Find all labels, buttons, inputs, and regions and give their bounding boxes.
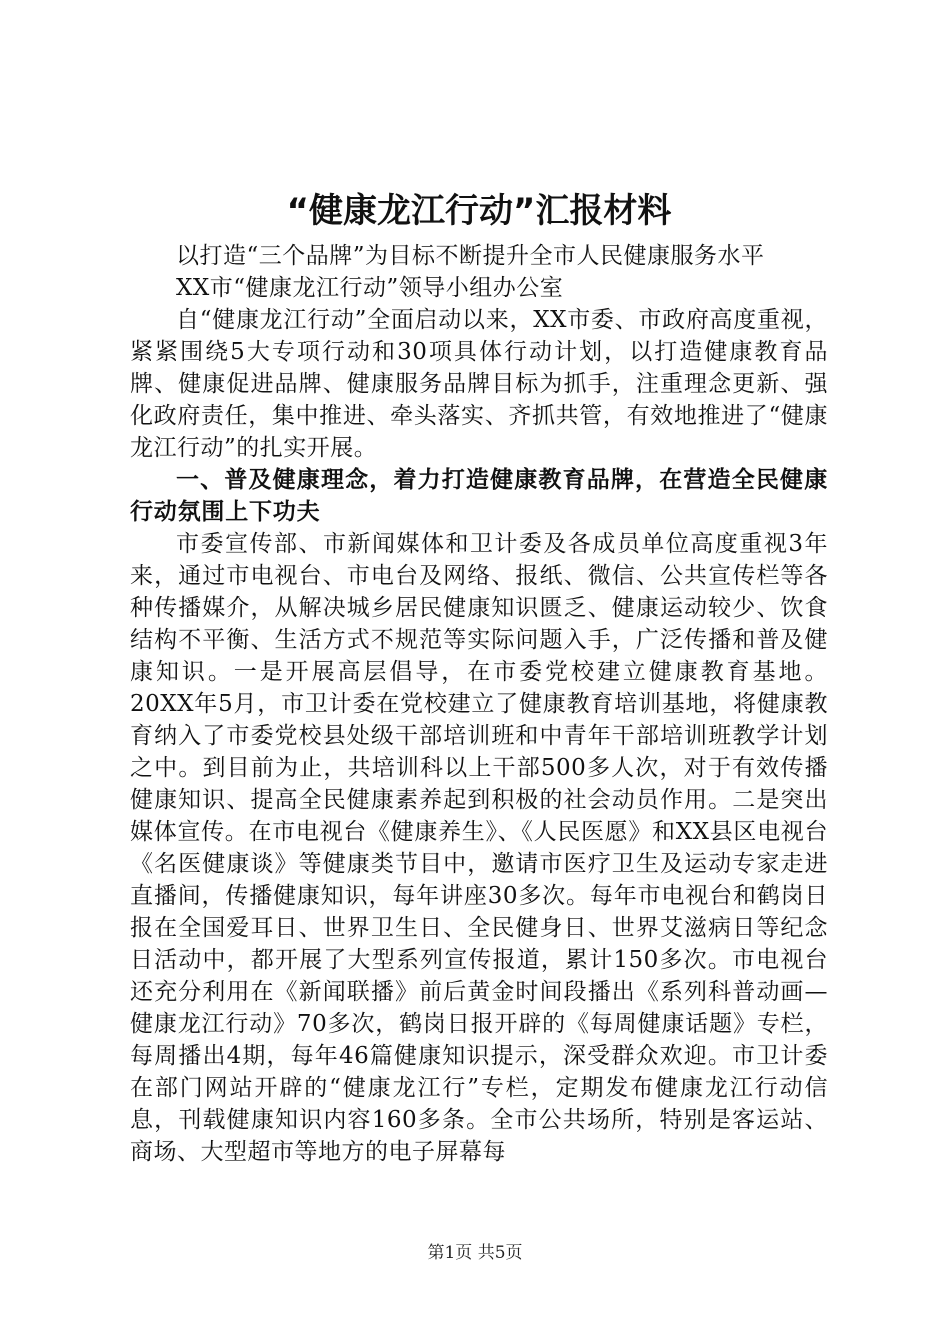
subtitle-paragraph: 以打造“三个品牌”为目标不断提升全市人民健康服务水平 bbox=[176, 243, 765, 269]
page-footer: 第1页 共5页 bbox=[427, 1243, 523, 1263]
author-paragraph: XX市“健康龙江行动”领导小组办公室 bbox=[176, 275, 564, 301]
body-paragraph: 市委宣传部、市新闻媒体和卫计委及各成员单位高度重视3年来，通过市电视台、市电台及网络、报纸、微信、公共宣传栏等各种传播媒介，从解决城乡居民健康知识匮乏、健康运动较少、饮食结构不平衡、生活方式不规范等实际问题入手，广泛传播和普及健康知识。一是开展高层倡导，在市委党校建立健康教育基地。20XX年5月，市卫计委在党校建立了健康教育培训基地，将健康教育纳入了市委党校县处级干部培训班和中青年干部培训班教学计划之中。到目前为止，共培训科以上干部500多人次，对于有效传播健康知识、提高全民健康素养起到积极的社会动员作用。二是突出媒体宣传。在市电视台《健康养生》、《人民医愿》和XX县区电视台《名医健康谈》等健康类节目中，邀请市医疗卫生及运动专家走进直播间，传播健康知识，每年讲座30多次。每年市电视台和鹤岗日报在全国爱耳日、世界卫生日、全民健身日、世界艾滋病日等纪念日活动中，都开展了大型系列宣传报道，累计150多次。市电视台还充分利用在《新闻联播》前后黄金时间段播出《系列科普动画—健康龙江行动》70多次，鹤岗日报开辟的《每周健康话题》专栏，每周播出4期，每年46篇健康知识提示，深受群众欢迎。市卫计委在部门网站开辟的“健康龙江行”专栏，定期发布健康龙江行动信息，刊载健康知识内容160多条。全市公共场所，特别是客运站、商场、大型超市等地方的电子屏幕每 bbox=[130, 531, 828, 1165]
document-page bbox=[130, 188, 828, 1168]
intro-paragraph: 自“健康龙江行动”全面启动以来，XX市委、市政府高度重视，紧紧围绕5大专项行动和30项具体行动计划，以打造健康教育品牌、健康促进品牌、健康服务品牌目标为抓手，注重理念更新、强化政府责任，集中推进、牵头落实、齐抓共管，有效地推进了“健康龙江行动”的扎实开展。 bbox=[130, 307, 828, 461]
document-body bbox=[130, 240, 828, 1168]
document-title: “健康龙江行动”汇报材料 bbox=[286, 191, 672, 231]
section-heading: 一、普及健康理念，着力打造健康教育品牌，在营造全民健康行动氛围上下功夫 bbox=[130, 467, 828, 525]
